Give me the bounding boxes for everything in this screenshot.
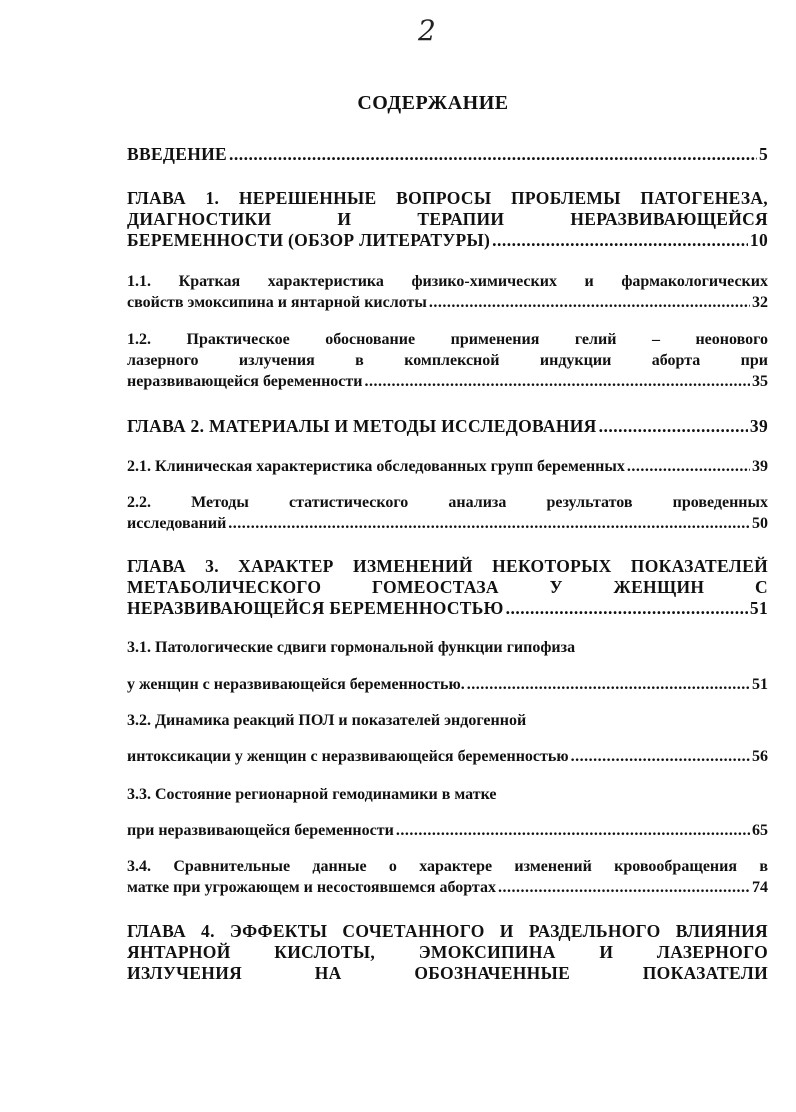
leader-dots — [506, 598, 748, 619]
entry-line: ДИАГНОСТИКИ И ТЕРАПИИ НЕРАЗВИВАЮЩЕЙСЯ — [127, 209, 768, 229]
entry-line: лазерного излучения в комплексной индукции аборта при — [127, 352, 768, 369]
toc-entry-chapter-4 — [127, 921, 768, 984]
entry-line: свойств эмоксипина и янтарной кислоты — [127, 294, 427, 311]
entry-page: 56 — [752, 748, 768, 765]
entry-line: исследований — [127, 515, 227, 532]
toc-entry-section-3-2-heading — [127, 710, 768, 731]
entry-line: 3.1. Патологические сдвиги гормональной функции гипофиза — [127, 639, 576, 656]
toc-entry-chapter-1 — [127, 188, 768, 251]
toc-entry-section-3-3-heading — [127, 784, 768, 805]
entry-line: ГЛАВА 3. ХАРАКТЕР ИЗМЕНЕНИЙ НЕКОТОРЫХ ПОКАЗАТЕЛЕЙ — [127, 556, 768, 576]
leader-dots — [228, 513, 750, 534]
toc-entry-section-3-2 — [127, 746, 768, 767]
entry-line: 3.3. Состояние регионарной гемодинамики в матке — [127, 786, 497, 803]
entry-page: 32 — [752, 294, 768, 311]
toc-entry-section-1-1 — [127, 271, 768, 313]
entry-line: ВВЕДЕНИЕ — [127, 144, 228, 164]
entry-page: 74 — [752, 879, 768, 896]
entry-line: у женщин с неразвивающейся беременностью. — [127, 676, 465, 693]
entry-line: ИЗЛУЧЕНИЯ НА ОБОЗНАЧЕННЫЕ ПОКАЗАТЕЛИ — [127, 963, 768, 983]
entry-line: при неразвивающейся беременности — [127, 822, 394, 839]
entry-line: 3.4. Сравнительные данные о характере изменений кровообращения в — [127, 858, 768, 875]
entry-page: 50 — [752, 515, 768, 532]
toc-entry-section-3-1 — [127, 674, 768, 695]
entry-page: 51 — [749, 598, 768, 618]
entry-line: 1.1. Краткая характеристика физико-химических и фармакологических — [127, 273, 768, 290]
entry-page: 65 — [752, 822, 768, 839]
entry-line: 3.2. Динамика реакций ПОЛ и показателей эндогенной — [127, 712, 527, 729]
leader-dots — [571, 746, 750, 767]
entry-line: матке при угрожающем и несостоявшемся абортах — [127, 879, 496, 896]
entry-line: 1.2. Практическое обоснование применения гелий – неонового — [127, 331, 768, 348]
toc-entry-introduction — [127, 144, 768, 165]
leader-dots — [229, 144, 757, 165]
leader-dots — [492, 230, 748, 251]
leader-dots — [429, 292, 750, 313]
leader-dots — [627, 456, 750, 477]
entry-line: 2.1. Клиническая характеристика обследованных групп беременных — [127, 458, 625, 475]
entry-line: ГЛАВА 1. НЕРЕШЕННЫЕ ВОПРОСЫ ПРОБЛЕМЫ ПАТОГЕНЕЗА, — [127, 188, 768, 208]
leader-dots — [599, 416, 748, 437]
toc-entry-chapter-3 — [127, 556, 768, 619]
entry-line: ЯНТАРНОЙ КИСЛОТЫ, ЭМОКСИПИНА И ЛАЗЕРНОГО — [127, 942, 768, 962]
entry-page: 39 — [752, 458, 768, 475]
leader-dots — [364, 371, 750, 392]
entry-line: неразвивающейся беременности — [127, 373, 363, 390]
toc-entry-section-2-1 — [127, 456, 768, 477]
entry-line: 2.2. Методы статистического анализа результатов проведенных — [127, 494, 768, 511]
leader-dots — [467, 674, 750, 695]
toc-title: СОДЕРЖАНИЕ — [357, 92, 509, 114]
toc-entry-section-1-2 — [127, 329, 768, 392]
entry-page: 10 — [749, 230, 768, 250]
leader-dots — [396, 820, 750, 841]
entry-line: НЕРАЗВИВАЮЩЕЙСЯ БЕРЕМЕННОСТЬЮ — [127, 598, 504, 618]
entry-page: 35 — [752, 373, 768, 390]
toc-entry-chapter-2 — [127, 416, 768, 437]
entry-line: БЕРЕМЕННОСТИ (ОБЗОР ЛИТЕРАТУРЫ) — [127, 230, 491, 250]
entry-page: 5 — [758, 144, 768, 164]
toc-entry-section-2-2 — [127, 492, 768, 534]
toc-entry-section-3-1-heading — [127, 637, 768, 658]
entry-line: интоксикации у женщин с неразвивающейся беременностью — [127, 748, 569, 765]
entry-line: ГЛАВА 4. ЭФФЕКТЫ СОЧЕТАННОГО И РАЗДЕЛЬНОГО ВЛИЯНИЯ — [127, 921, 768, 941]
entry-page: 51 — [752, 676, 768, 693]
handwritten-page-number: 2 — [418, 14, 436, 47]
toc-entry-section-3-4 — [127, 856, 768, 898]
leader-dots — [498, 877, 750, 898]
entry-page: 39 — [749, 416, 768, 436]
entry-line: МЕТАБОЛИЧЕСКОГО ГОМЕОСТАЗА У ЖЕНЩИН С — [127, 577, 768, 597]
toc-entry-section-3-3 — [127, 820, 768, 841]
entry-line: ГЛАВА 2. МАТЕРИАЛЫ И МЕТОДЫ ИССЛЕДОВАНИЯ — [127, 416, 597, 436]
